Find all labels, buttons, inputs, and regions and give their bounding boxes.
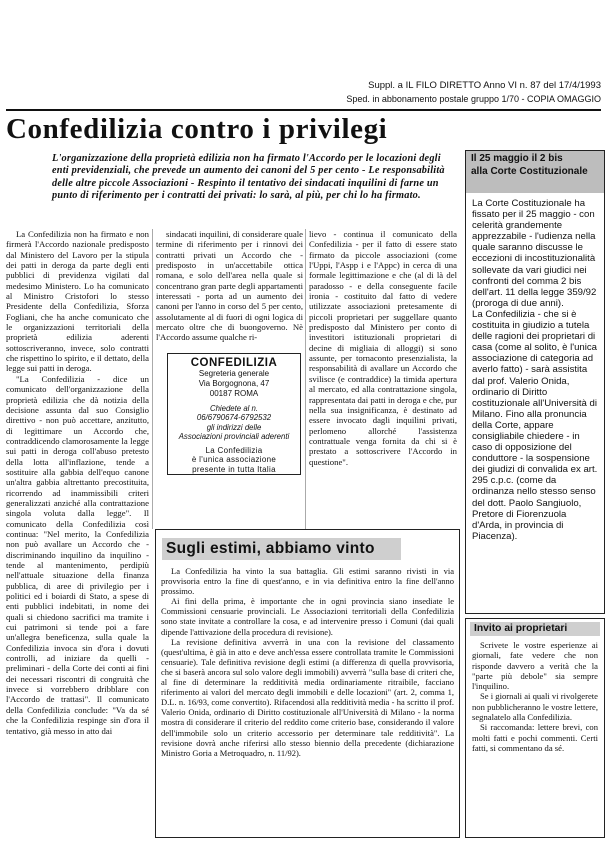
court-heading-line-2: alla Corte Costituzionale	[471, 165, 588, 177]
invito-title: Invito ai proprietari	[470, 622, 600, 636]
address-line: Segreteria generale	[198, 369, 270, 378]
column-1-paragraph-1: La Confedilizia non ha firmato e non firmerà l'Accordo nazionale predisposto dal Ministero del Lavoro per la stipula dei patti in deroga da parte degli enti pubblici di previdenza vigilati dal medesimo Ministero. Lo ha comunicato al Ministro Cristofori lo stesso Presidente della Confedilizia, Sforza Fogliani, che ha anche comunicato che le organizzazioni territoriali della proprietà edilizia aderenti sottoscriveranno, invece, solo contratti che rispettino lo spirito, e il dettato, della legge sui patti in deroga.	[6, 229, 149, 374]
estimi-paragraph-1: La Confedilizia ha vinto la sua battaglia. Gli estimi saranno rivisti in via provvisoria entro la fine di quest'anno, e in via definitiva entro la fine dell'anno prossimo.	[161, 566, 454, 597]
address-line: Via Borgognona, 47	[198, 379, 270, 388]
address-note: gli indirizzi delle	[206, 422, 262, 432]
court-sidebar-heading	[466, 151, 604, 193]
court-paragraph-2: La Confedilizia - che si è costituita in giudizio a tutela delle ragioni dei proprietari di casa (come al solito, è l'unica associazione di categoria ad averlo fatto) - sarà assistita dal prof. Valerio Onida, ordinario di Diritto costituzionale all'Università di Milano. Fino alla pronuncia della Corte, appare consigliabile chiedere - in caso di opposizione del conduttore - la sospensione dei giudizi di convalida ex art. 295 c.p.c. (come da ordinanza nello stesso senso del dott. Paolo Sangiuolo, Pretore di Fiorenzuola d'Arda, in provincia di Piacenza).	[472, 308, 598, 542]
article-column-1	[6, 229, 149, 736]
article-title: Confedilizia contro i privilegi	[6, 113, 388, 145]
top-rule	[6, 109, 601, 111]
postal-line: Sped. in abbonamento postale gruppo 1/70 - COPIA OMAGGIO	[346, 94, 601, 104]
address-box	[167, 353, 301, 475]
address-note: Chiedete al n.	[209, 404, 259, 413]
court-heading-line-1: Il 25 maggio il 2 bis	[471, 153, 563, 164]
address-note: Associazioni provinciali aderenti	[178, 432, 290, 442]
column-divider	[305, 229, 306, 529]
address-org-name: CONFEDILIZIA	[190, 357, 278, 369]
column-2-paragraph: sindacati inquilini, di considerare quale termine di riferimento per i rinnovi dei contratti privati un Accordo che - predisposto in un'accettabile ottica romana, e solo dell'area nella quale si concentrano gran parte degli appartamenti interessati - porta ad un aumento dei canoni per l'anno in corso del 5 per cento, assolutamente al di fuori di ogni logica di mercato oltre che di buongoverno. Nè l'Accordo assume qualche ri-	[156, 229, 303, 343]
court-sidebar-body	[466, 193, 604, 547]
supplement-line: Suppl. a IL FILO DIRETTO Anno VI n. 87 del 17/4/1993	[368, 80, 601, 91]
address-tagline: La Confedilizia	[205, 445, 263, 455]
address-line: 00187 ROMA	[209, 389, 259, 398]
invito-box	[465, 618, 605, 838]
invito-body	[466, 636, 604, 757]
address-phone: 06/6790674-6792532	[196, 413, 272, 423]
estimi-box	[155, 529, 460, 838]
article-lead: L'organizzazione della proprietà edilizia non ha firmato l'Accordo per le locazioni degli enti previdenziali, che prevede un aumento dei canoni del 5 per cento - Le responsabilità delle altre piccole Associazioni - Respinto il tentativo dei sindacati inquilini di farne un punto di riferimento per i contratti dei privati: lo sarà, al più, per chi lo ha firmato.	[52, 153, 445, 202]
court-sidebar	[465, 150, 605, 614]
invito-paragraph-3: Si raccomanda: lettere brevi, con molti fatti e pochi commenti. Certi fatti, si commentano da sé.	[472, 722, 598, 753]
address-tagline: presente in tutta Italia	[192, 464, 276, 474]
invito-paragraph-1: Scrivete le vostre esperienze ai giornali, fate vedere che non risponde davvero a verità che la "parte più debole" sia sempre l'inquilino.	[472, 640, 598, 692]
invito-paragraph-2: Se i giornali ai quali vi rivolgerete non pubblicheranno le vostre lettere, segnalatelo alla Confedilizia.	[472, 691, 598, 723]
article-column-3	[309, 229, 457, 467]
article-column-2	[156, 229, 303, 343]
court-paragraph-1: La Corte Costituzionale ha fissato per il 25 maggio - con celerità grandemente apprezzabile - l'udienza nella quale saranno discusse le eccezioni di incostituzionalità sollevate da vari giudici nei confronti del comma 2 bis dell'art. 11 della legge 359/92 (proroga di due anni).	[472, 198, 597, 309]
estimi-body	[161, 566, 454, 758]
estimi-paragraph-3: La revisione definitiva avverrà in una con la revisione del classamento (quest'ultima, è già in atto e deve anch'essa essere controllata tramite le Commissioni censuarie). Tale definitiva revisione degli estimi (a differenza di quella provvisoria, che si baserà ancora sul solo valore degli immobili) avverrà "sulla base di criteri che, al fine di determinare la redditività media ordinariamente ritraibile, facciano riferimento ai valori del mercato degli immobili e delle locazioni" (art. 2, comma 1, D.L. n. 16/93, come convertito). Rifacendosi alla redditività media - ha scritto il prof. Valerio Onida, ordinario di Diritto costituzionale all'Università di Milano - la norma mostra di considerare il criterio del reddito come criterio base, considerando il valore dell'immobile solo un criterio accessorio per determinare tale redditività". La revisione dovrà anche riferirsi allo stesso biennio della precedente (dichiarazione Ministro Goria a Metroquadro, n. 11/92).	[161, 636, 454, 758]
address-tagline: è l'unica associazione	[191, 455, 277, 465]
column-divider	[152, 229, 153, 529]
column-1-paragraph-2: "La Confedilizia - dice un comunicato dell'organizzazione della proprietà edilizia che dà notizia della decisione assunta dal suo Consiglio direttivo - non può accettare, anzitutto, di legittimare un Accordo che, contraddicendo clamorosamente la legge sui patti in deroga coll'abuso pretesto della lotta all'inflazione, tende a sostituire alla gabbia dell'equo canone un'altra gabbia altrettanto precostituita, ricorrendo ad inammissibili criteri generalizzati anziché alla contrattazione singola voluta dalla legge". Il comunicato della Confedilizia così continua: "Nel merito, la Confedilizia non può avallare un Accordo che - discriminando inquilino da inquilino - tende al mantenimento, perdipiù nell'attuale situazione della finanza pubblica, di aree di privilegio per i politici ed i boiardi di Stato, a spese di enti pubblici indebitati, in nome dei quali si chiedono sacrifici ma tramite i cui patrimoni si tende poi a fare un'allegra beneficenza, sulla quale la Confedilizia invoca sin d'ora i dovuti controlli, ad iniziare da quelli - preliminari - della Corte dei conti ai fini dei necessari riscontri di congruità che invece si vorrebbero dribblare con l'Accordo de trattasi". Il comunicato della Confedilizia conclude: "Va da sé che la Confedilizia respinge sin d'ora il tentativo, già messo in atto dai	[6, 373, 149, 736]
estimi-title: Sugli estimi, abbiamo vinto	[162, 538, 401, 560]
estimi-paragraph-2: Ai fini della prima, è importante che in ogni provincia siano insediate le Commissioni censuarie provinciali. Le Associazioni territoriali della Confedilizia sono state invitate a controllare la cosa, e ad intervenire presso i Comuni (dai quali dipende l'attivazione della procedura di revisione).	[161, 596, 454, 637]
column-3-paragraph: lievo - continua il comunicato della Confedilizia - per il fatto di essere stato firmato da piccole associazioni (come l'Uppi, l'Aspp i e l'Appc) in cerca di una formale legittimazione e che (al di là del paradosso - e della conseguente facile ironia - costituito dal fatto di vedere utilizzate associazioni pretesamente di piccoli proprietari per suggellare quanto predisposto dal Ministero per conto di investitori istituzionali proprietari di decine di migliaia di alloggi) si sono assunte, per tornaconto presenzialista, la responsabilità di avallare un Accordo che svilisce (e contraddice) la timida apertura al mercato, ed alla contrattazione singola, rappresentata dai patti in deroga e che, pur nella sua insignificanza, è destinato ad essere invocato dagli inquilini privati, perlomeno allorché l'assistenza contrattuale venga fornita da chi si è prestato a sottoscrivere l'Accordo in questione".	[309, 229, 457, 467]
